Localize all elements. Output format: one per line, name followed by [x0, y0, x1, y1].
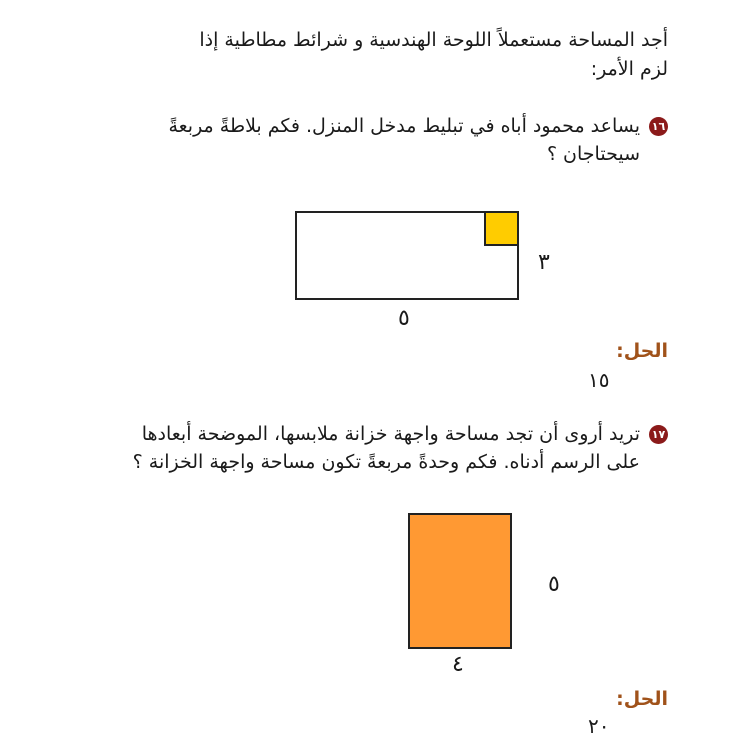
question-17 [108, 420, 668, 476]
question-number-badge: ١٧ [649, 425, 668, 444]
solution-label: الحل: [616, 340, 668, 362]
question-text: تريد أروى أن تجد مساحة واجهة خزانة ملابسها، الموضحة أبعادها على الرسم أدناه. فكم وحدةً مربعةً تكون مساحة واجهة الخزانة ؟ [132, 423, 640, 473]
width-label: ٥ [398, 306, 410, 331]
instructions-line-1: أجد المساحة مستعملاً اللوحة الهندسية و شرائط مطاطية إذا [199, 29, 668, 51]
entrance-rectangle [295, 211, 519, 300]
solution-value: ١٥ [588, 368, 610, 392]
width-label: ٤ [452, 652, 464, 677]
square-tile [484, 213, 517, 246]
instructions-line-2: لزم الأمر: [590, 58, 668, 80]
wardrobe-rectangle [408, 513, 512, 649]
height-label: ٥ [548, 572, 560, 597]
solution-label: الحل: [616, 688, 668, 710]
instructions [108, 26, 668, 84]
question-16 [108, 112, 668, 168]
question-number-badge: ١٦ [649, 117, 668, 136]
solution-value: ٢٠ [588, 714, 610, 738]
question-text: يساعد محمود أباه في تبليط مدخل المنزل. فكم بلاطةً مربعةً سيحتاجان ؟ [168, 115, 640, 165]
height-label: ٣ [538, 250, 550, 275]
